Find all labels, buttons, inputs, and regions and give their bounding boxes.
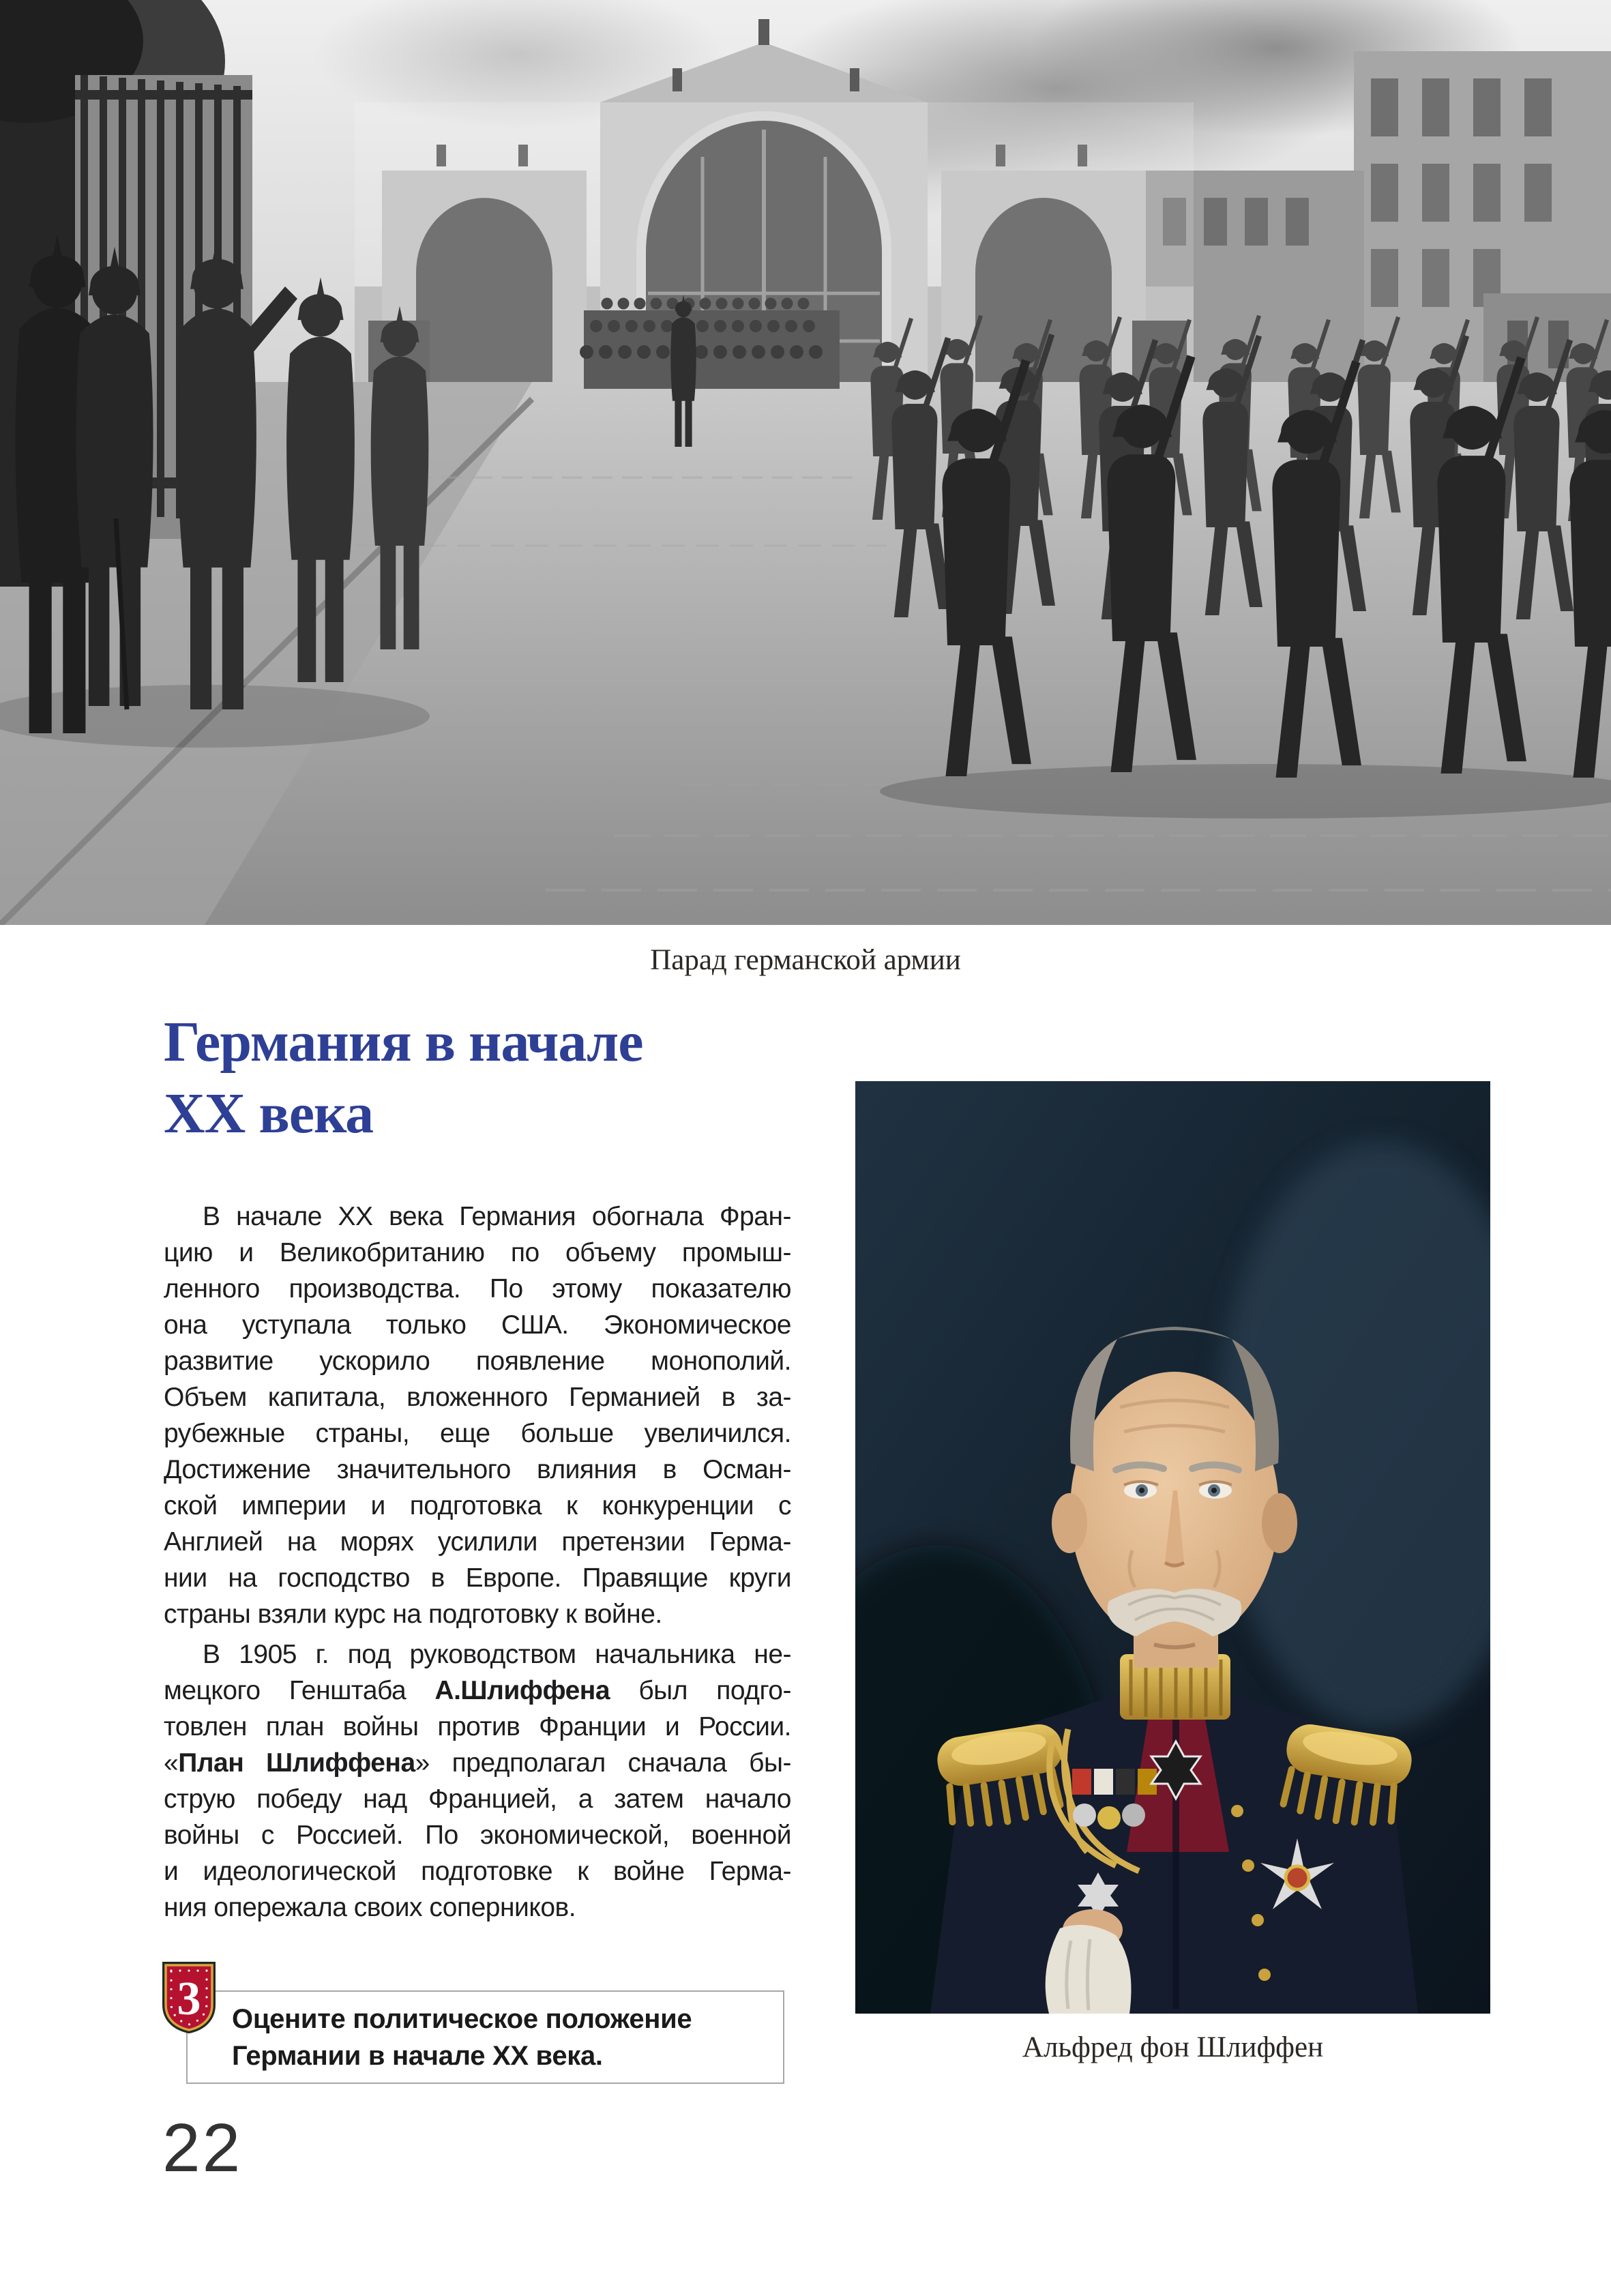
body-text-line: «План Шлиффена» предполагал сначала бы- <box>164 1748 791 1778</box>
portrait-photo-schlieffen <box>855 1081 1490 2014</box>
task-text <box>232 2001 778 2074</box>
body-text-line: войны с Россией. По экономической, военной <box>164 1821 791 1850</box>
body-text-line: В 1905 г. под руководством начальника не- <box>203 1640 791 1669</box>
paragraph <box>164 1198 791 1632</box>
section-heading <box>164 1006 846 1149</box>
body-text-line: Англией на морях усилили претензии Герма- <box>164 1527 791 1557</box>
paragraph <box>164 1636 791 1926</box>
body-text-line: В начале XX века Германия обогнала Фран- <box>203 1202 791 1231</box>
article-paragraphs <box>164 1198 791 1926</box>
body-text-line: ской империи и подготовка к конкуренции с <box>164 1491 791 1520</box>
body-text-line: нии на господство в Европе. Правящие круги <box>164 1563 791 1593</box>
body-text-line: и идеологической подготовке к войне Герма- <box>164 1857 791 1886</box>
page-number: 22 <box>162 2110 243 2186</box>
body-text-line: она уступала только США. Экономическое <box>164 1310 791 1340</box>
body-text-line: развитие ускорило появление монополий. <box>164 1346 791 1376</box>
body-text-line: ленного производства. По этому показателю <box>164 1274 791 1304</box>
body-text-line: страны взяли курс на подготовку к войне. <box>164 1600 662 1629</box>
body-text-line: Достижение значительного влияния в Осман- <box>164 1455 791 1484</box>
body-text-line: мецкого Генштаба А.Шлиффена был подго- <box>164 1676 791 1705</box>
body-text-line: рубежные страны, еще больше увеличился. <box>164 1419 791 1448</box>
body-text-line: товлен план войны против Франции и России. <box>164 1712 791 1741</box>
heading-line-1: Германия в начале <box>164 1010 643 1074</box>
body-text-line: струю победу над Францией, а затем начало <box>164 1784 791 1814</box>
heading-line-2: XX века <box>164 1082 374 1145</box>
task-number-shield <box>160 1961 218 2033</box>
task-text-line: Оцените политическое положение <box>232 2004 692 2034</box>
portrait-caption: Альфред фон Шлиффен <box>1022 2031 1324 2063</box>
task-text-line: Германии в начале XX века. <box>232 2041 603 2071</box>
hero-caption: Парад германской армии <box>650 944 961 976</box>
task-number: 3 <box>177 1973 201 2025</box>
body-text-line: ния опережала своих соперников. <box>164 1893 576 1922</box>
body-text-line: цию и Великобританию по объему промыш- <box>164 1238 791 1267</box>
body-text-line: Объем капитала, вложенного Германией в за- <box>164 1383 791 1412</box>
hero-illustration-german-army-parade <box>0 0 1611 925</box>
